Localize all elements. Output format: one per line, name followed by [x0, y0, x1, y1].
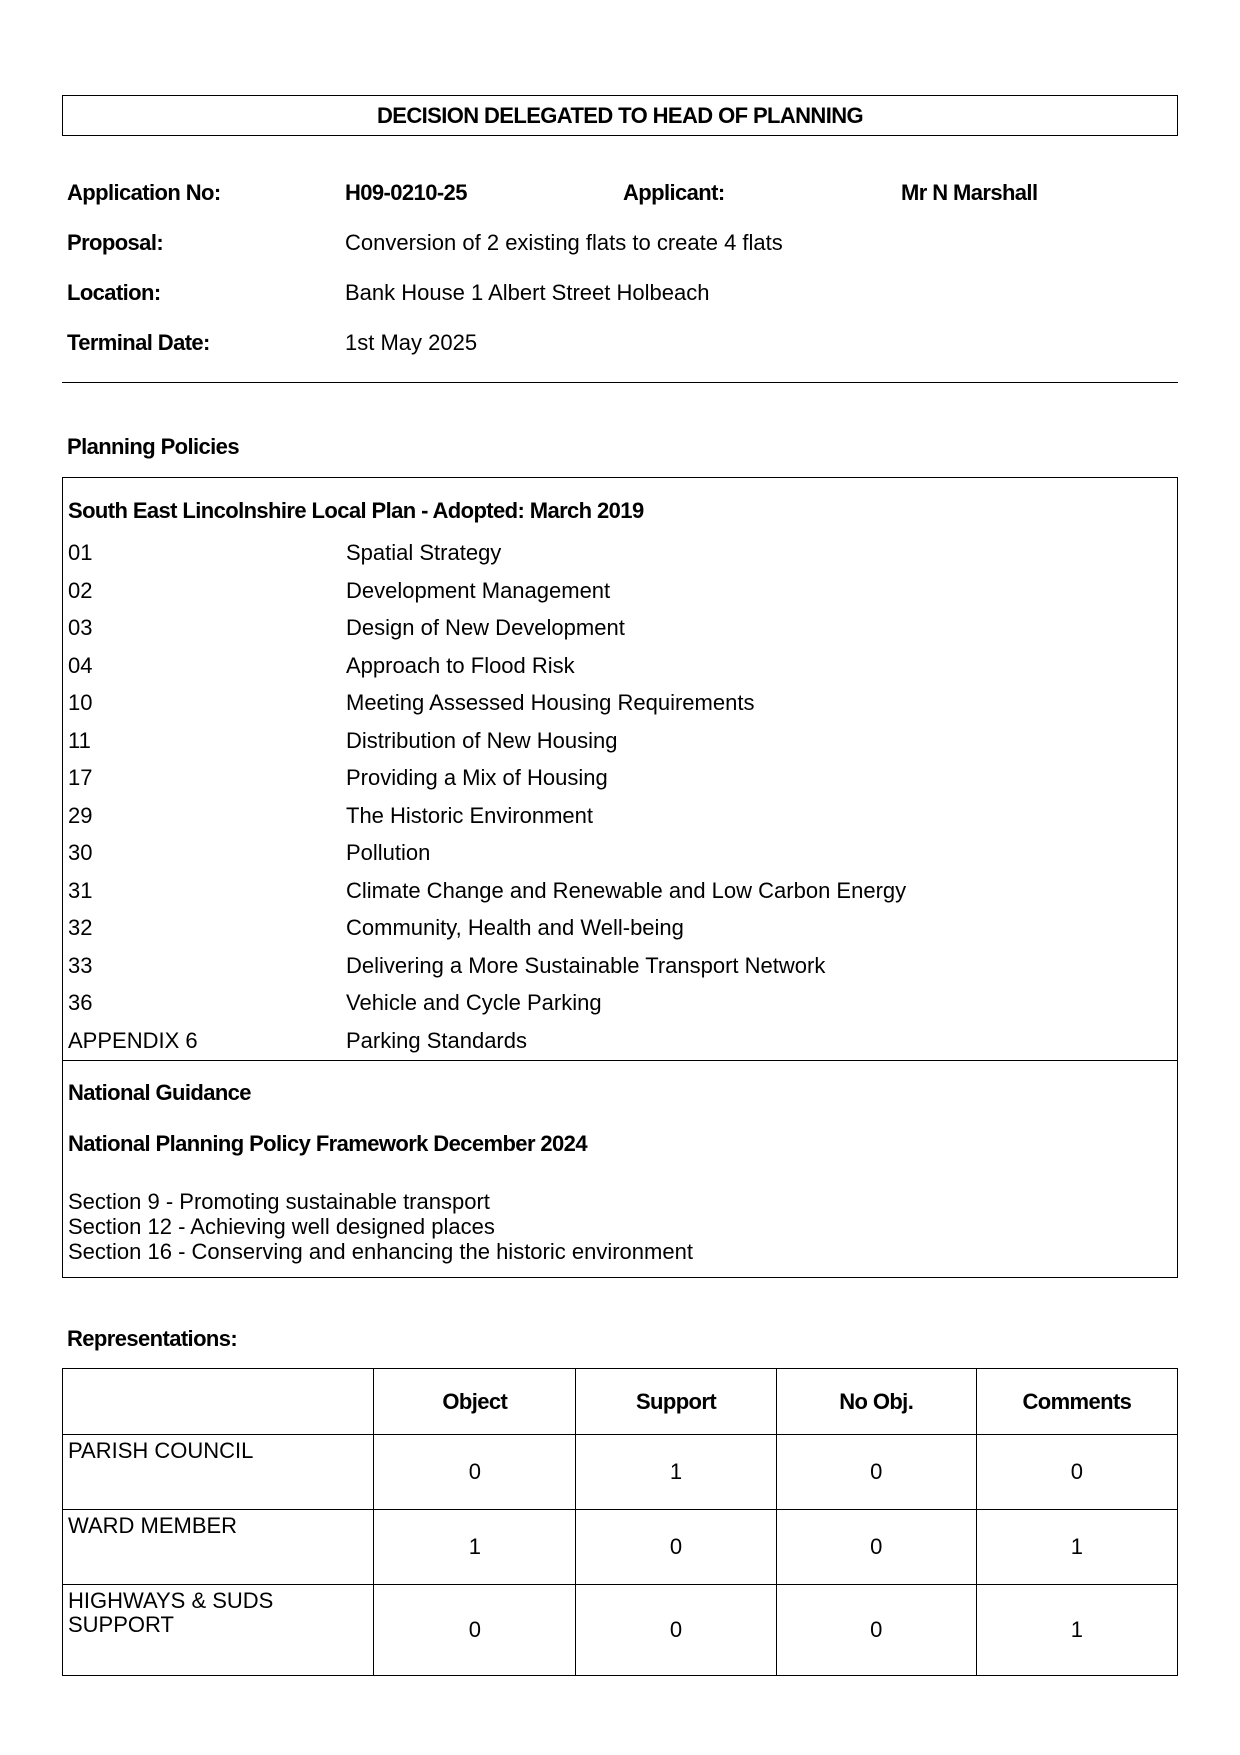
policy-name: Climate Change and Renewable and Low Carbon Energy [346, 877, 907, 903]
column-header: Object [374, 1369, 576, 1435]
policy-name: Delivering a More Sustainable Transport Network [346, 952, 826, 978]
policy-number: 17 [68, 765, 93, 790]
policy-number: 31 [68, 877, 93, 903]
policy-number: 29 [68, 802, 93, 828]
policy-name: Design of New Development [346, 615, 625, 640]
policy-number: 10 [68, 690, 93, 715]
section-item: Section 12 - Achieving well designed places [68, 1214, 495, 1239]
policy-name: Parking Standards [346, 1027, 527, 1053]
app-no-label: Application No: [67, 180, 221, 205]
table-row [63, 1510, 1178, 1585]
policy-name: Community, Health and Well-being [346, 915, 684, 940]
consultee-name: HIGHWAYS & SUDS SUPPORT [63, 1585, 374, 1676]
app-no: H09-0210-25 [345, 180, 467, 205]
proposal-label: Proposal: [67, 230, 164, 255]
count-cell: 1 [576, 1435, 776, 1510]
table-row [63, 1585, 1178, 1676]
count-cell: 1 [374, 1510, 576, 1585]
applicant-label: Applicant: [623, 180, 725, 205]
column-header [63, 1369, 374, 1435]
section-item: Section 16 - Conserving and enhancing the historic environment [68, 1239, 693, 1264]
section-item: Section 9 - Promoting sustainable transport [68, 1189, 490, 1214]
representations-heading: Representations: [67, 1326, 238, 1351]
divider [63, 1060, 1177, 1061]
proposal: Conversion of 2 existing flats to create 4 flats [345, 230, 783, 255]
consultee-name: WARD MEMBER [63, 1510, 374, 1585]
count-cell: 0 [576, 1510, 776, 1585]
policy-name: Development Management [346, 577, 611, 603]
policy-number: 04 [68, 652, 93, 678]
policies-box [62, 477, 1178, 1278]
policy-name: Providing a Mix of Housing [346, 765, 608, 790]
count-cell: 1 [976, 1585, 1177, 1676]
policy-name: Approach to Flood Risk [346, 652, 575, 678]
count-cell: 0 [576, 1585, 776, 1676]
policy-number: 36 [68, 990, 93, 1015]
column-header: Comments [976, 1369, 1177, 1435]
decision-title: DECISION DELEGATED TO HEAD OF PLANNING [62, 95, 1178, 136]
representations-table [62, 1368, 1178, 1676]
policy-number: 02 [68, 577, 93, 603]
location-label: Location: [67, 280, 161, 305]
policy-name: Pollution [346, 840, 431, 865]
count-cell: 0 [776, 1585, 976, 1676]
policy-number: 32 [68, 915, 93, 940]
national-guidance-heading: National Guidance [68, 1080, 251, 1105]
applicant: Mr N Marshall [901, 180, 1038, 205]
column-header: Support [576, 1369, 776, 1435]
policies-heading: Planning Policies [67, 434, 239, 459]
policy-number: 11 [68, 727, 91, 753]
policy-number: APPENDIX 6 [68, 1027, 198, 1053]
divider [62, 382, 1178, 383]
consultee-name: PARISH COUNCIL [63, 1435, 374, 1510]
policy-number: 30 [68, 840, 93, 865]
count-cell: 0 [776, 1510, 976, 1585]
count-cell: 0 [374, 1585, 576, 1676]
nppf-title: National Planning Policy Framework December 2024 [68, 1131, 587, 1156]
location: Bank House 1 Albert Street Holbeach [345, 280, 710, 305]
policy-name: Distribution of New Housing [346, 727, 618, 753]
column-header: No Obj. [776, 1369, 976, 1435]
policy-number: 03 [68, 615, 93, 640]
count-cell: 0 [776, 1435, 976, 1510]
table-row [63, 1435, 1178, 1510]
count-cell: 0 [976, 1435, 1177, 1510]
local-plan-title: South East Lincolnshire Local Plan - Adopted: March 2019 [68, 498, 644, 523]
policy-number: 01 [68, 540, 93, 565]
count-cell: 1 [976, 1510, 1177, 1585]
table-header-row [63, 1369, 1178, 1435]
policy-name: Vehicle and Cycle Parking [346, 990, 602, 1015]
terminal-date: 1st May 2025 [345, 330, 478, 355]
policy-name: The Historic Environment [346, 802, 593, 828]
policy-name: Spatial Strategy [346, 540, 502, 565]
count-cell: 0 [374, 1435, 576, 1510]
policy-name: Meeting Assessed Housing Requirements [346, 690, 755, 715]
terminal-date-label: Terminal Date: [67, 330, 210, 355]
policy-number: 33 [68, 952, 93, 978]
